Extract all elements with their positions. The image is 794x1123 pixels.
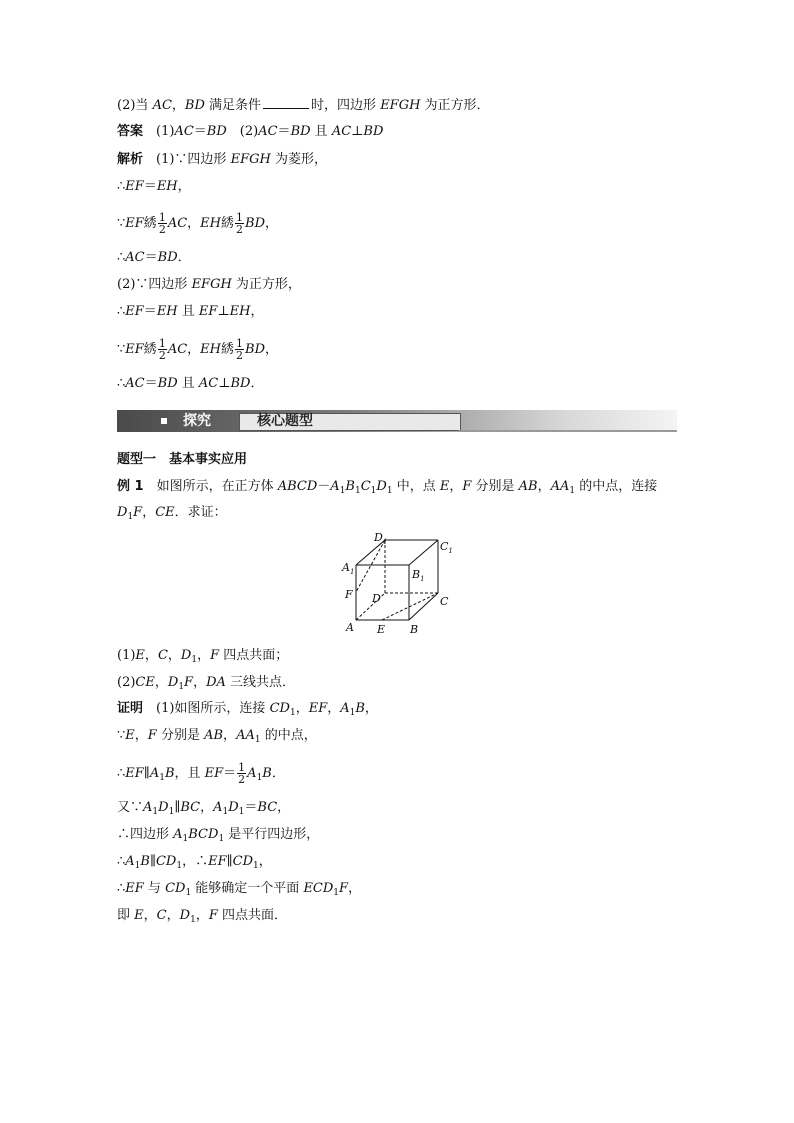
math-var: D	[180, 648, 192, 663]
answer-blank	[263, 96, 309, 109]
text: ．求证：	[174, 505, 227, 520]
text: ∵	[117, 728, 126, 743]
text: 綉	[143, 216, 157, 231]
text: ⊥	[217, 304, 230, 319]
label-a: A	[346, 621, 354, 634]
analysis-line	[117, 150, 327, 170]
math-var: A	[149, 766, 160, 781]
numerator: 1	[238, 761, 246, 774]
text: ∵	[117, 216, 126, 231]
question-part-2	[117, 96, 490, 116]
text: ，	[277, 800, 291, 815]
math-var: EF	[125, 881, 144, 896]
text: ＝	[277, 124, 291, 139]
math-var: AC	[125, 376, 145, 391]
math-var: ECD	[303, 881, 334, 896]
math-var: EF	[204, 766, 224, 781]
math-var: EH	[229, 304, 251, 319]
denominator: 2	[158, 223, 166, 236]
subscript: 1	[370, 486, 377, 496]
text: ∴	[117, 179, 126, 194]
math-var: BC	[180, 800, 201, 815]
math-var: EF	[308, 701, 328, 716]
text: ，	[166, 908, 180, 923]
subscript: 1	[127, 512, 134, 522]
proof-line	[117, 879, 361, 903]
bullet-icon	[161, 418, 167, 424]
text: 为菱形，	[270, 152, 327, 167]
numerator: 1	[158, 211, 166, 224]
text: ＝	[143, 179, 157, 194]
text: ，	[195, 908, 209, 923]
math-var: D	[376, 479, 387, 494]
text: ．	[177, 250, 191, 265]
math-var: ABCD	[277, 479, 318, 494]
math-var: EF	[125, 766, 144, 781]
text: ∴	[117, 881, 126, 896]
text: 又∵	[117, 800, 144, 815]
text: ＝	[144, 250, 158, 265]
subscript: 1	[185, 888, 192, 898]
numerator: 1	[236, 211, 244, 224]
text: 满足条件	[204, 98, 262, 113]
text: ，	[265, 342, 279, 357]
subscript: 1	[253, 861, 259, 871]
math-var: EH	[200, 216, 221, 231]
text: ．	[271, 766, 285, 781]
text: 四点共面；	[219, 648, 289, 663]
subscript: 1	[190, 915, 196, 925]
math-var: F	[184, 675, 194, 690]
math-var: BD	[206, 124, 227, 139]
math-var: EFGH	[191, 277, 232, 292]
text: ，	[364, 701, 378, 716]
subscript: 1	[254, 735, 261, 745]
step-line	[117, 177, 191, 197]
claim-2	[117, 673, 295, 697]
text: 四点共面．	[217, 908, 287, 923]
text: 时，四边形	[311, 98, 381, 113]
numerator: 1	[158, 337, 166, 350]
fraction	[237, 762, 246, 785]
math-var: AA	[236, 728, 255, 743]
math-var: B	[140, 854, 150, 869]
text: ，	[295, 701, 309, 716]
proof-line	[117, 852, 272, 876]
subscript: 1	[182, 834, 189, 844]
text: ，且	[174, 766, 205, 781]
text: ⊥	[351, 124, 364, 139]
numerator: 1	[236, 337, 244, 350]
proof-line	[117, 762, 285, 788]
subscript: 1	[134, 861, 141, 871]
math-var: BD	[184, 98, 205, 113]
label-c1: $C_1$	[440, 540, 453, 555]
subscript: 1	[218, 834, 225, 844]
text: 且	[310, 124, 332, 139]
math-var: AB	[204, 728, 224, 743]
text: 为正方形．	[420, 98, 490, 113]
math-var: BD	[245, 342, 265, 357]
text: 且	[177, 376, 199, 391]
denominator: 2	[238, 773, 246, 786]
subscript: 1	[333, 888, 340, 898]
text: 且	[177, 304, 199, 319]
math-var: CD	[232, 854, 254, 869]
section-banner	[117, 410, 677, 432]
text: ，	[348, 881, 362, 896]
subscript: 1	[168, 807, 175, 817]
text: ∴	[117, 854, 126, 869]
math-var: A	[213, 800, 223, 815]
text: 三线共点．	[225, 675, 296, 690]
segment-d1f	[356, 540, 385, 592]
math-var: EF	[208, 854, 227, 869]
label-d1: $D_1$	[374, 531, 388, 546]
cube-figure	[330, 530, 460, 640]
cube-diagram	[330, 530, 460, 640]
math-var: EH	[156, 304, 178, 319]
math-var: EH	[200, 342, 221, 357]
proof-line	[117, 699, 378, 723]
text: ，	[144, 648, 158, 663]
text: (2)	[117, 675, 136, 690]
text: 为正方形，	[231, 277, 301, 292]
label-c: C	[440, 595, 449, 608]
math-var: BD	[230, 376, 251, 391]
text: ∴	[117, 766, 126, 781]
math-var: CD	[155, 854, 177, 869]
text: 綉	[143, 342, 157, 357]
text: (1)∵四边形	[143, 152, 231, 167]
text: ，	[143, 908, 157, 923]
text: 能够确定一个平面	[191, 881, 304, 896]
text: ∥	[143, 766, 150, 781]
subscript: 1	[222, 807, 229, 817]
step-line	[117, 302, 264, 322]
math-var: EF	[125, 304, 144, 319]
text: ，	[171, 98, 185, 113]
text: 分别是	[156, 728, 205, 743]
denominator: 2	[236, 349, 244, 362]
label-d: D	[372, 592, 381, 605]
math-var: E	[439, 479, 450, 494]
text: 綉	[221, 342, 235, 357]
math-var: CD	[165, 881, 186, 896]
math-var: D	[158, 800, 169, 815]
math-var: BD	[157, 250, 178, 265]
math-var: A	[173, 827, 183, 842]
math-var: EFGH	[230, 152, 271, 167]
text: ＝	[193, 124, 207, 139]
example-label: 例 1	[117, 479, 144, 494]
step-line	[117, 374, 263, 394]
step-line	[117, 248, 191, 268]
math-var: D	[167, 675, 179, 690]
segment-ce	[382, 593, 438, 620]
math-var: EFGH	[380, 98, 421, 113]
label-e: E	[377, 623, 386, 636]
math-var: B	[355, 701, 365, 716]
math-var: BD	[245, 216, 265, 231]
proof-line	[117, 798, 290, 822]
example-line-2	[117, 503, 227, 527]
text: (2)∵四边形	[117, 277, 192, 292]
text: 与	[143, 881, 166, 896]
math-var: AC	[258, 124, 278, 139]
math-var: AA	[550, 479, 570, 494]
math-var: CD	[269, 701, 290, 716]
math-var: D	[228, 800, 239, 815]
math-var: F	[210, 648, 220, 663]
text: ∴	[117, 376, 126, 391]
math-var: BC	[257, 800, 278, 815]
label-f: F	[345, 588, 353, 601]
math-var: AB	[518, 479, 538, 494]
denominator: 2	[236, 223, 244, 236]
math-var: B	[164, 766, 175, 781]
math-var: CE	[155, 505, 175, 520]
analysis-label: 解析	[117, 152, 144, 167]
text: ，	[265, 216, 279, 231]
math-var: C	[156, 908, 167, 923]
text: －	[317, 479, 331, 494]
text: ＝	[244, 800, 258, 815]
banner-subtitle: 核心题型	[257, 413, 313, 429]
step-line	[117, 338, 278, 361]
math-var: AC	[125, 250, 145, 265]
text: ，	[193, 675, 207, 690]
subscript: 1	[339, 486, 346, 496]
math-var: EF	[125, 216, 144, 231]
math-var: D	[117, 505, 128, 520]
label-b1: $B_1$	[412, 568, 425, 583]
banner-title: 探究	[183, 413, 211, 429]
subscript: 1	[256, 773, 263, 783]
edge-b1c1	[409, 540, 438, 565]
math-var: A	[125, 854, 135, 869]
fraction	[235, 212, 244, 235]
math-var: D	[179, 908, 191, 923]
text: ，	[154, 675, 168, 690]
step-line	[117, 212, 278, 235]
math-var: AC	[167, 216, 188, 231]
subscript: 1	[569, 486, 576, 496]
answer-label: 答案	[117, 124, 144, 139]
subscript: 1	[238, 807, 245, 817]
text: ，	[177, 179, 191, 194]
subscript: 1	[178, 682, 185, 692]
text: ，∴	[182, 854, 209, 869]
banner-rule	[459, 430, 677, 432]
text: ，	[167, 648, 181, 663]
proof-line	[117, 906, 287, 930]
text: 即	[117, 908, 135, 923]
math-var: A	[247, 766, 257, 781]
text: ，	[187, 342, 201, 357]
text: ，	[223, 728, 237, 743]
text: ，	[449, 479, 463, 494]
text: ，	[197, 648, 211, 663]
text: ，	[327, 701, 341, 716]
text: ∴	[117, 304, 126, 319]
text: (2)当	[117, 98, 153, 113]
text: ，	[187, 216, 201, 231]
claim-1	[117, 646, 288, 670]
edge-bc	[409, 593, 438, 620]
text: (2)	[226, 124, 259, 139]
fraction	[158, 212, 167, 235]
text: ，	[537, 479, 551, 494]
math-var: CE	[135, 675, 155, 690]
fraction	[235, 338, 244, 361]
label-b: B	[410, 623, 419, 636]
math-var: AC	[198, 376, 219, 391]
text: ，	[134, 728, 148, 743]
text: ．	[250, 376, 264, 391]
math-var: B	[262, 766, 272, 781]
proof-label: 证明	[117, 701, 144, 716]
text: ∵	[117, 342, 126, 357]
math-var: A	[330, 479, 340, 494]
text: 是平行四边形，	[224, 827, 320, 842]
math-var: A	[340, 701, 350, 716]
math-var: DA	[206, 675, 226, 690]
math-var: F	[462, 479, 472, 494]
math-var: C	[360, 479, 371, 494]
text: ∥	[174, 800, 181, 815]
text: (1)	[117, 648, 136, 663]
text: (1)如图所示，连接	[143, 701, 270, 716]
text: 的中点，	[260, 728, 317, 743]
text: ，	[258, 854, 272, 869]
math-var: A	[143, 800, 153, 815]
math-var: F	[339, 881, 349, 896]
math-var: B	[345, 479, 355, 494]
text: 分别是	[471, 479, 519, 494]
math-var: BD	[363, 124, 384, 139]
subscript: 1	[349, 708, 356, 718]
math-var: AC	[174, 124, 194, 139]
text: 綉	[221, 216, 235, 231]
math-var: EF	[125, 179, 144, 194]
math-var: E	[135, 648, 145, 663]
math-var: F	[133, 505, 143, 520]
math-var: E	[134, 908, 144, 923]
subscript: 1	[386, 486, 393, 496]
text: (1)	[143, 124, 175, 139]
text: 如图所示，在正方体	[143, 479, 278, 494]
text: ，	[250, 304, 264, 319]
subscript: 1	[159, 773, 165, 783]
label-a1: $A_1$	[342, 561, 355, 576]
text: ，	[142, 505, 156, 520]
answer-line	[117, 122, 383, 142]
math-var: E	[125, 728, 135, 743]
text: 的中点，连接	[575, 479, 658, 494]
text: ＝	[143, 304, 157, 319]
proof-line	[117, 726, 317, 750]
text: ∴四边形	[117, 827, 174, 842]
text: ＝	[223, 766, 237, 781]
example-line-1	[117, 477, 657, 501]
text: ，	[200, 800, 214, 815]
math-var: AC	[167, 342, 188, 357]
math-var: EF	[198, 304, 218, 319]
math-var: C	[157, 648, 168, 663]
text: ∴	[117, 250, 126, 265]
step-line	[117, 275, 301, 295]
math-var: BD	[157, 376, 178, 391]
text: ∥	[226, 854, 233, 869]
subscript: 1	[191, 655, 198, 665]
text: ⊥	[218, 376, 231, 391]
math-var: F	[208, 908, 218, 923]
type-heading: 题型一 基本事实应用	[117, 452, 248, 467]
math-var: AC	[331, 124, 352, 139]
fraction	[158, 338, 167, 361]
math-var: AC	[152, 98, 172, 113]
subscript: 1	[354, 486, 361, 496]
denominator: 2	[158, 349, 166, 362]
proof-line	[117, 825, 319, 849]
text: 中，点	[392, 479, 440, 494]
text: ∥	[149, 854, 156, 869]
subscript: 1	[152, 807, 159, 817]
math-var: F	[147, 728, 157, 743]
math-var: EH	[156, 179, 178, 194]
subscript: 1	[176, 861, 183, 871]
subscript: 1	[289, 708, 296, 718]
math-var: EF	[125, 342, 144, 357]
math-var: BCD	[188, 827, 219, 842]
text: ＝	[144, 376, 158, 391]
math-var: BD	[290, 124, 311, 139]
